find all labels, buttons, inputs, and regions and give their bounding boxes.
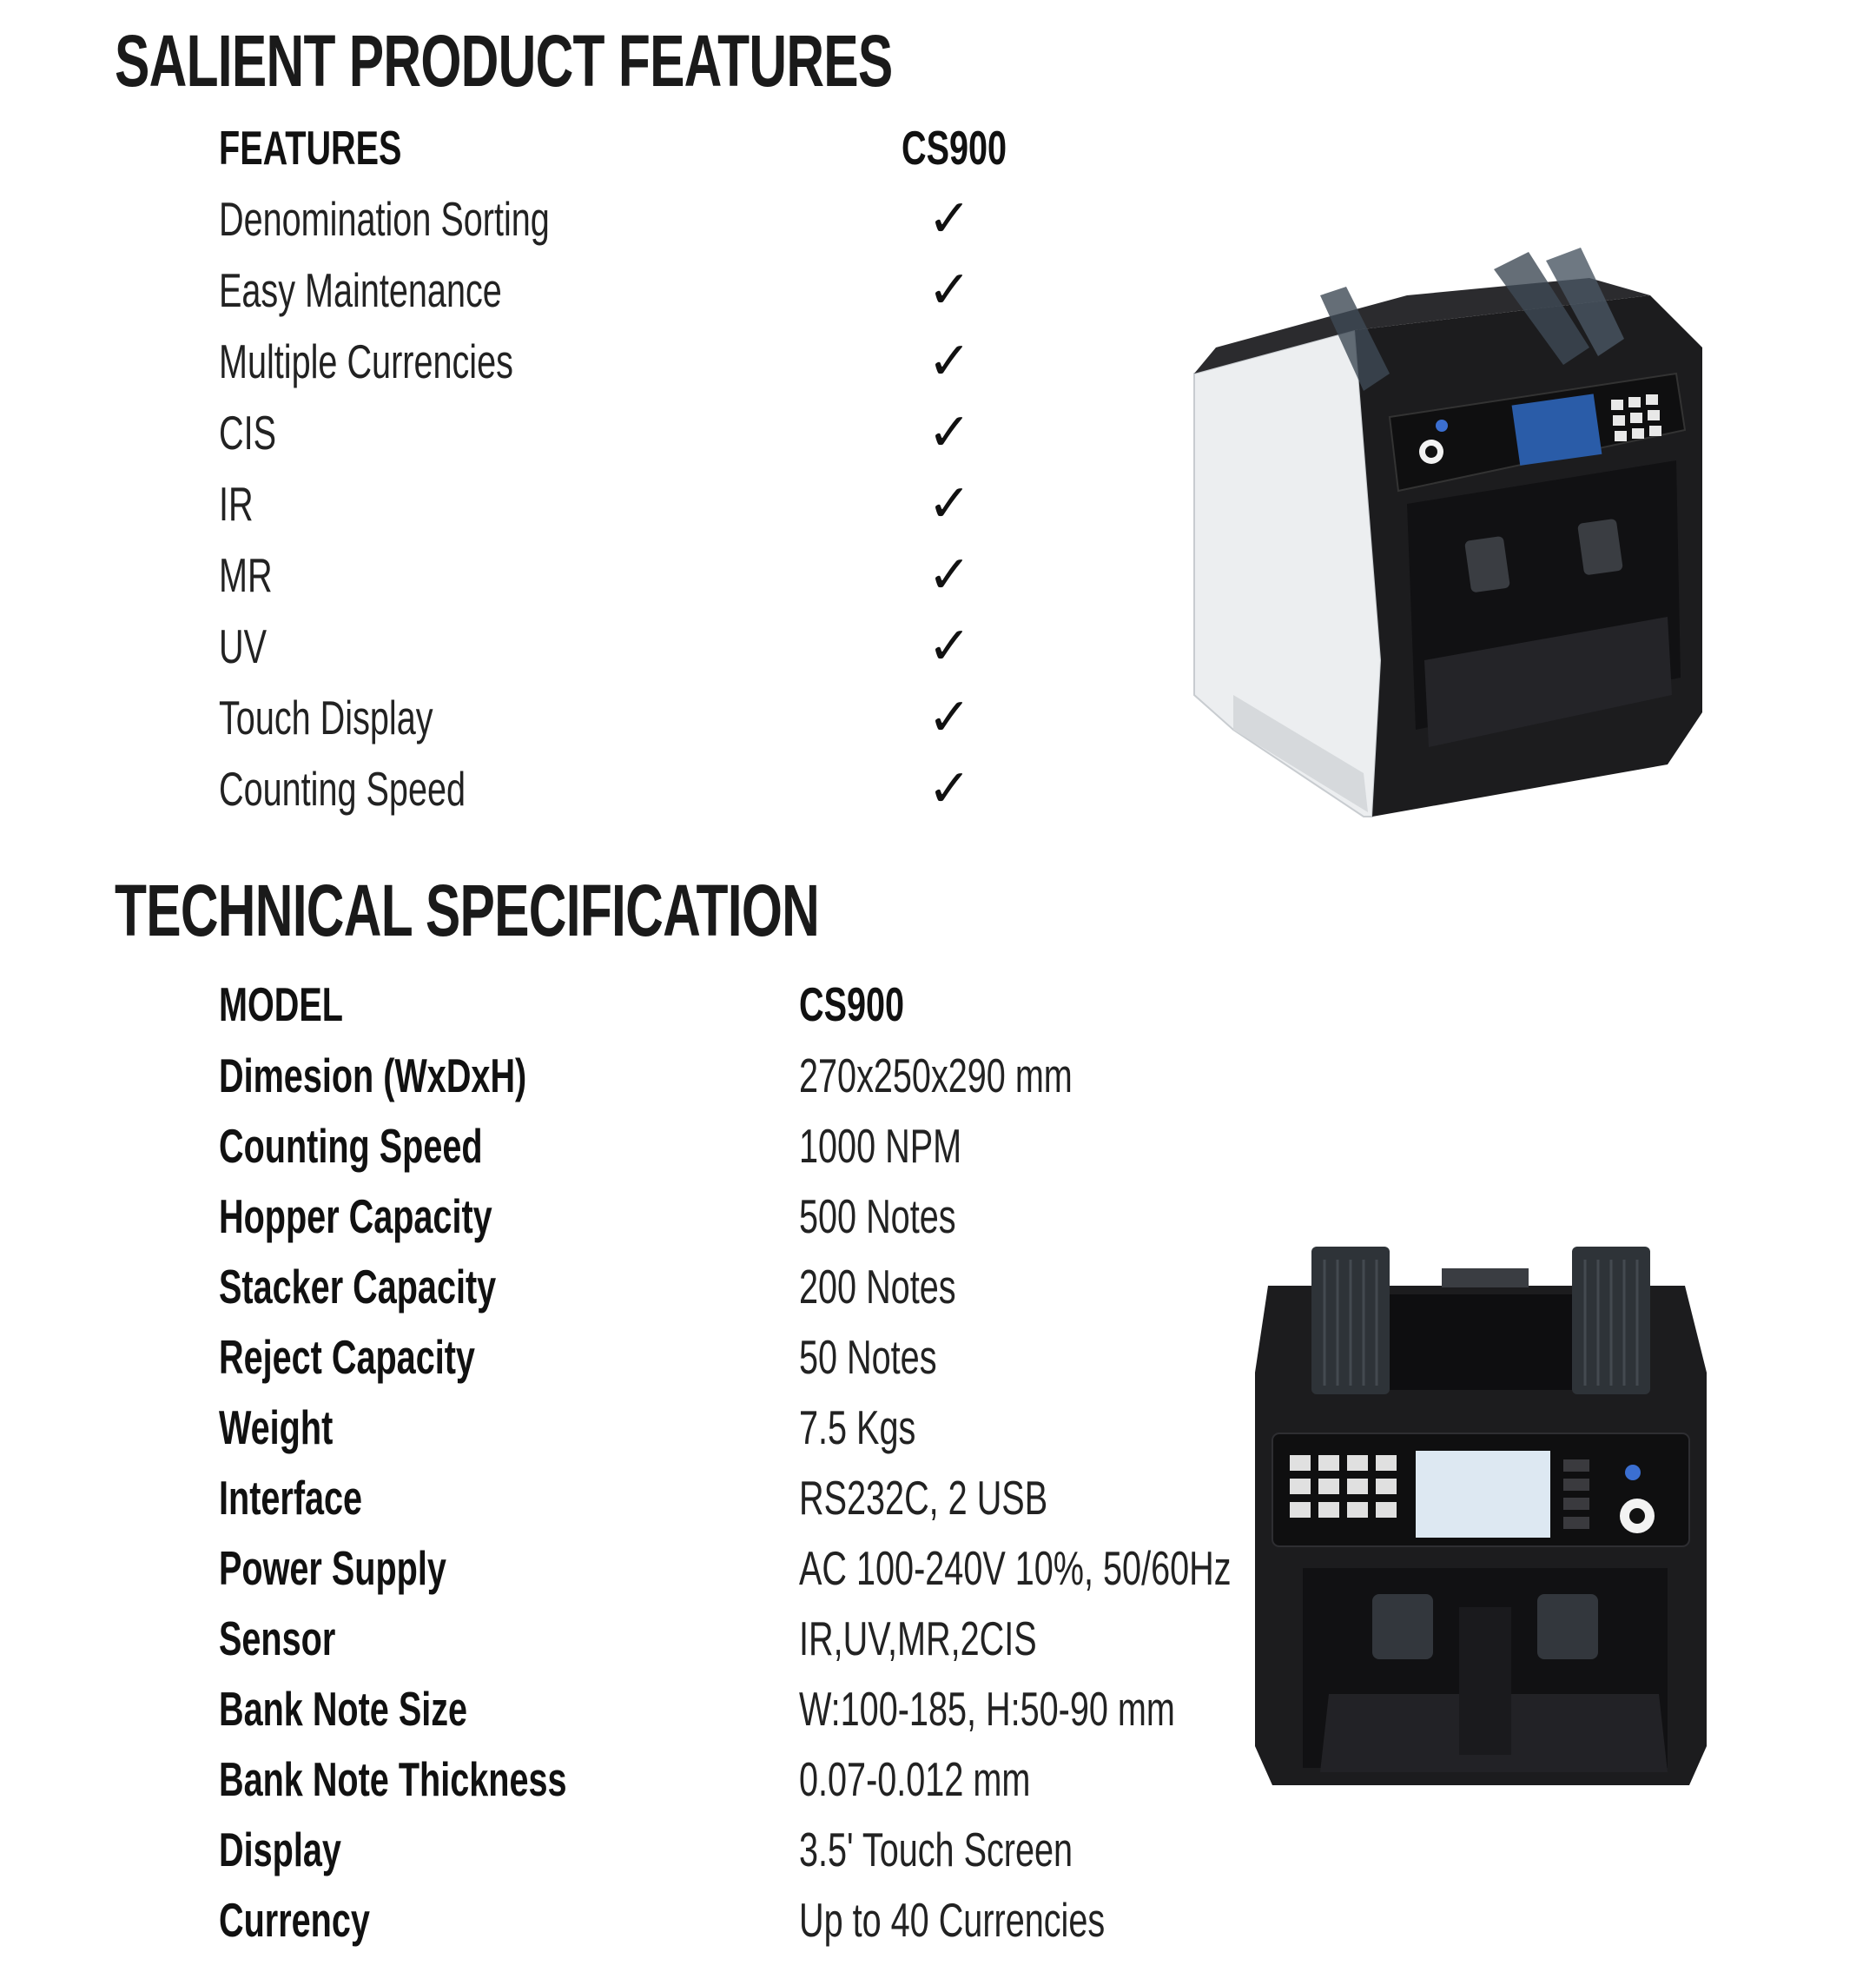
feature-label: Denomination Sorting: [219, 192, 550, 246]
features-section-title: SALIENT PRODUCT FEATURES: [115, 20, 893, 102]
spec-label: Bank Note Thickness: [219, 1752, 567, 1806]
check-icon: ✓: [928, 687, 972, 748]
check-icon: ✓: [928, 758, 972, 819]
spec-value: 200 Notes: [799, 1260, 956, 1314]
check-icon: ✓: [928, 545, 972, 605]
check-icon: ✓: [928, 616, 972, 677]
check-icon: ✓: [928, 189, 972, 249]
feature-label: IR: [219, 477, 254, 531]
features-header-label: FEATURES: [219, 121, 402, 175]
spec-value: 500 Notes: [799, 1189, 956, 1243]
spec-value: AC 100-240V 10%, 50/60Hz: [799, 1541, 1232, 1595]
spec-header-value: CS900: [799, 977, 905, 1031]
spec-value: 0.07-0.012 mm: [799, 1752, 1031, 1806]
feature-label: Touch Display: [219, 691, 433, 744]
check-icon: ✓: [928, 260, 972, 321]
feature-label: MR: [219, 548, 273, 602]
spec-value: 50 Notes: [799, 1330, 937, 1384]
spec-label: Counting Speed: [219, 1119, 483, 1173]
bank-note-counter-angled-image: [1181, 243, 1720, 825]
spec-value: 1000 NPM: [799, 1119, 962, 1173]
feature-label: CIS: [219, 406, 277, 460]
spec-label: Interface: [219, 1471, 363, 1525]
check-icon: ✓: [928, 402, 972, 463]
spec-label: Bank Note Size: [219, 1682, 468, 1736]
feature-label: Multiple Currencies: [219, 334, 513, 388]
feature-label: UV: [219, 619, 268, 673]
spec-label: Weight: [219, 1400, 334, 1454]
spec-label: Reject Capacity: [219, 1330, 475, 1384]
feature-label: Counting Speed: [219, 762, 466, 816]
bank-note-counter-front-image: [1251, 1242, 1720, 1798]
spec-value: IR,UV,MR,2CIS: [799, 1611, 1037, 1665]
spec-value: Up to 40 Currencies: [799, 1893, 1106, 1947]
spec-label: Stacker Capacity: [219, 1260, 497, 1314]
features-header-model: CS900: [902, 121, 1007, 175]
spec-value: 270x250x290 mm: [799, 1049, 1073, 1102]
check-icon: ✓: [928, 331, 972, 392]
features-header-row: [0, 122, 1876, 191]
spec-value: 3.5' Touch Screen: [799, 1823, 1073, 1876]
spec-section-title: TECHNICAL SPECIFICATION: [115, 870, 820, 951]
spec-label: Dimesion (WxDxH): [219, 1049, 527, 1102]
check-icon: ✓: [928, 473, 972, 534]
spec-label: Power Supply: [219, 1541, 446, 1595]
feature-label: Easy Maintenance: [219, 263, 502, 317]
spec-value: W:100-185, H:50-90 mm: [799, 1682, 1175, 1736]
spec-header-label: MODEL: [219, 977, 343, 1031]
spec-value: RS232C, 2 USB: [799, 1471, 1048, 1525]
spec-label: Display: [219, 1823, 341, 1876]
spec-label: Currency: [219, 1893, 370, 1947]
spec-value: 7.5 Kgs: [799, 1400, 916, 1454]
spec-label: Hopper Capacity: [219, 1189, 492, 1243]
spec-label: Sensor: [219, 1611, 336, 1665]
